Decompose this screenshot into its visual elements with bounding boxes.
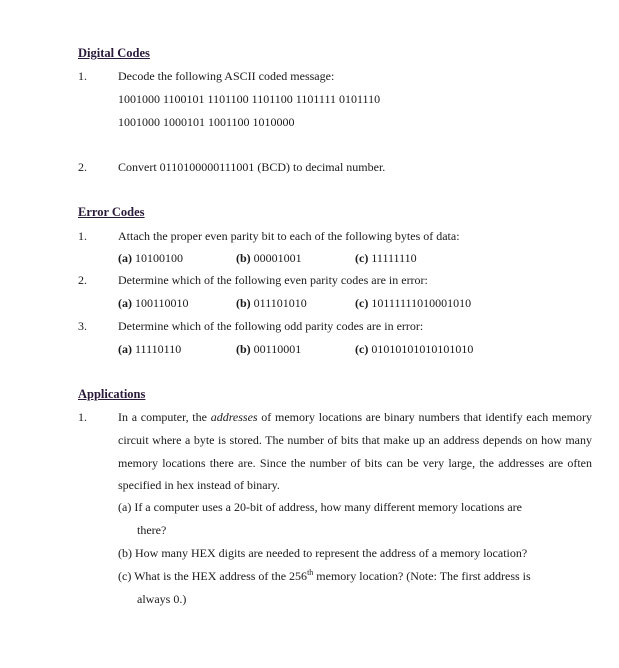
subquestion-c-continued: always 0.) xyxy=(137,592,187,606)
option-value: 01010101010101010 xyxy=(371,342,474,356)
question-paragraph xyxy=(118,406,592,497)
option-value: 011101010 xyxy=(253,296,307,310)
paragraph-emphasis: addresses xyxy=(210,410,258,424)
option-label: (a) xyxy=(118,342,132,356)
option-value: 00110001 xyxy=(253,342,302,356)
ordinal-suffix: th xyxy=(307,568,314,577)
option-a xyxy=(118,342,181,357)
option-b xyxy=(236,251,302,266)
option-value: 10111111010001010 xyxy=(371,296,472,310)
subquestion-a-continued: there? xyxy=(137,523,167,537)
option-b xyxy=(236,342,301,357)
subquestion-text: (c) What is the HEX address of the 256 xyxy=(118,569,308,583)
option-label: (b) xyxy=(236,296,251,310)
paragraph-text: of memory locations are binary numbers that identify each memory circuit where a byte is stored. The number of bits that make up an address depends on how many memory locations there are. Since the number of bits can be very large, the addresses are often specified in hex instead of binary. xyxy=(118,410,592,493)
option-value: 11110110 xyxy=(135,342,182,356)
option-a xyxy=(118,251,183,266)
option-c xyxy=(355,251,417,266)
option-label: (c) xyxy=(355,296,369,310)
question-number: 1. xyxy=(78,229,87,243)
option-label: (b) xyxy=(236,342,251,356)
ascii-code-line-2: 1001000 1000101 1001100 1010000 xyxy=(118,115,295,129)
section-heading-digital-codes: Digital Codes xyxy=(78,46,150,60)
question-number: 2. xyxy=(78,273,87,287)
question-number: 3. xyxy=(78,319,87,333)
section-heading-error-codes: Error Codes xyxy=(78,205,145,219)
option-a xyxy=(118,296,189,311)
option-value: 00001001 xyxy=(253,251,302,265)
option-label: (b) xyxy=(236,251,251,265)
question-text: Decode the following ASCII coded message: xyxy=(118,69,335,83)
question-text: Attach the proper even parity bit to each of the following bytes of data: xyxy=(118,229,460,243)
question-number: 1. xyxy=(78,69,87,83)
subquestion-c xyxy=(118,569,531,584)
option-c xyxy=(355,296,471,311)
option-label: (a) xyxy=(118,251,132,265)
option-label: (a) xyxy=(118,296,132,310)
ascii-code-line-1: 1001000 1100101 1101100 1101100 1101111 0101110 xyxy=(118,92,381,106)
question-text: Convert 0110100000111001 (BCD) to decimal number. xyxy=(118,160,386,174)
question-number: 2. xyxy=(78,160,87,174)
paragraph-text: In a computer, the xyxy=(118,410,211,424)
subquestion-text: memory location? (Note: The first address is xyxy=(313,569,531,583)
question-number: 1. xyxy=(78,410,87,424)
section-heading-applications: Applications xyxy=(78,387,146,401)
option-value: 11111110 xyxy=(371,251,417,265)
option-value: 100110010 xyxy=(135,296,189,310)
subquestion-a: (a) If a computer uses a 20-bit of address, how many different memory locations are xyxy=(118,500,522,514)
question-text: Determine which of the following odd parity codes are in error: xyxy=(118,319,424,333)
option-c xyxy=(355,342,473,357)
option-label: (c) xyxy=(355,251,369,265)
option-value: 10100100 xyxy=(135,251,183,265)
option-b xyxy=(236,296,307,311)
option-label: (c) xyxy=(355,342,369,356)
question-text: Determine which of the following even parity codes are in error: xyxy=(118,273,428,287)
subquestion-b: (b) How many HEX digits are needed to represent the address of a memory location? xyxy=(118,546,528,560)
